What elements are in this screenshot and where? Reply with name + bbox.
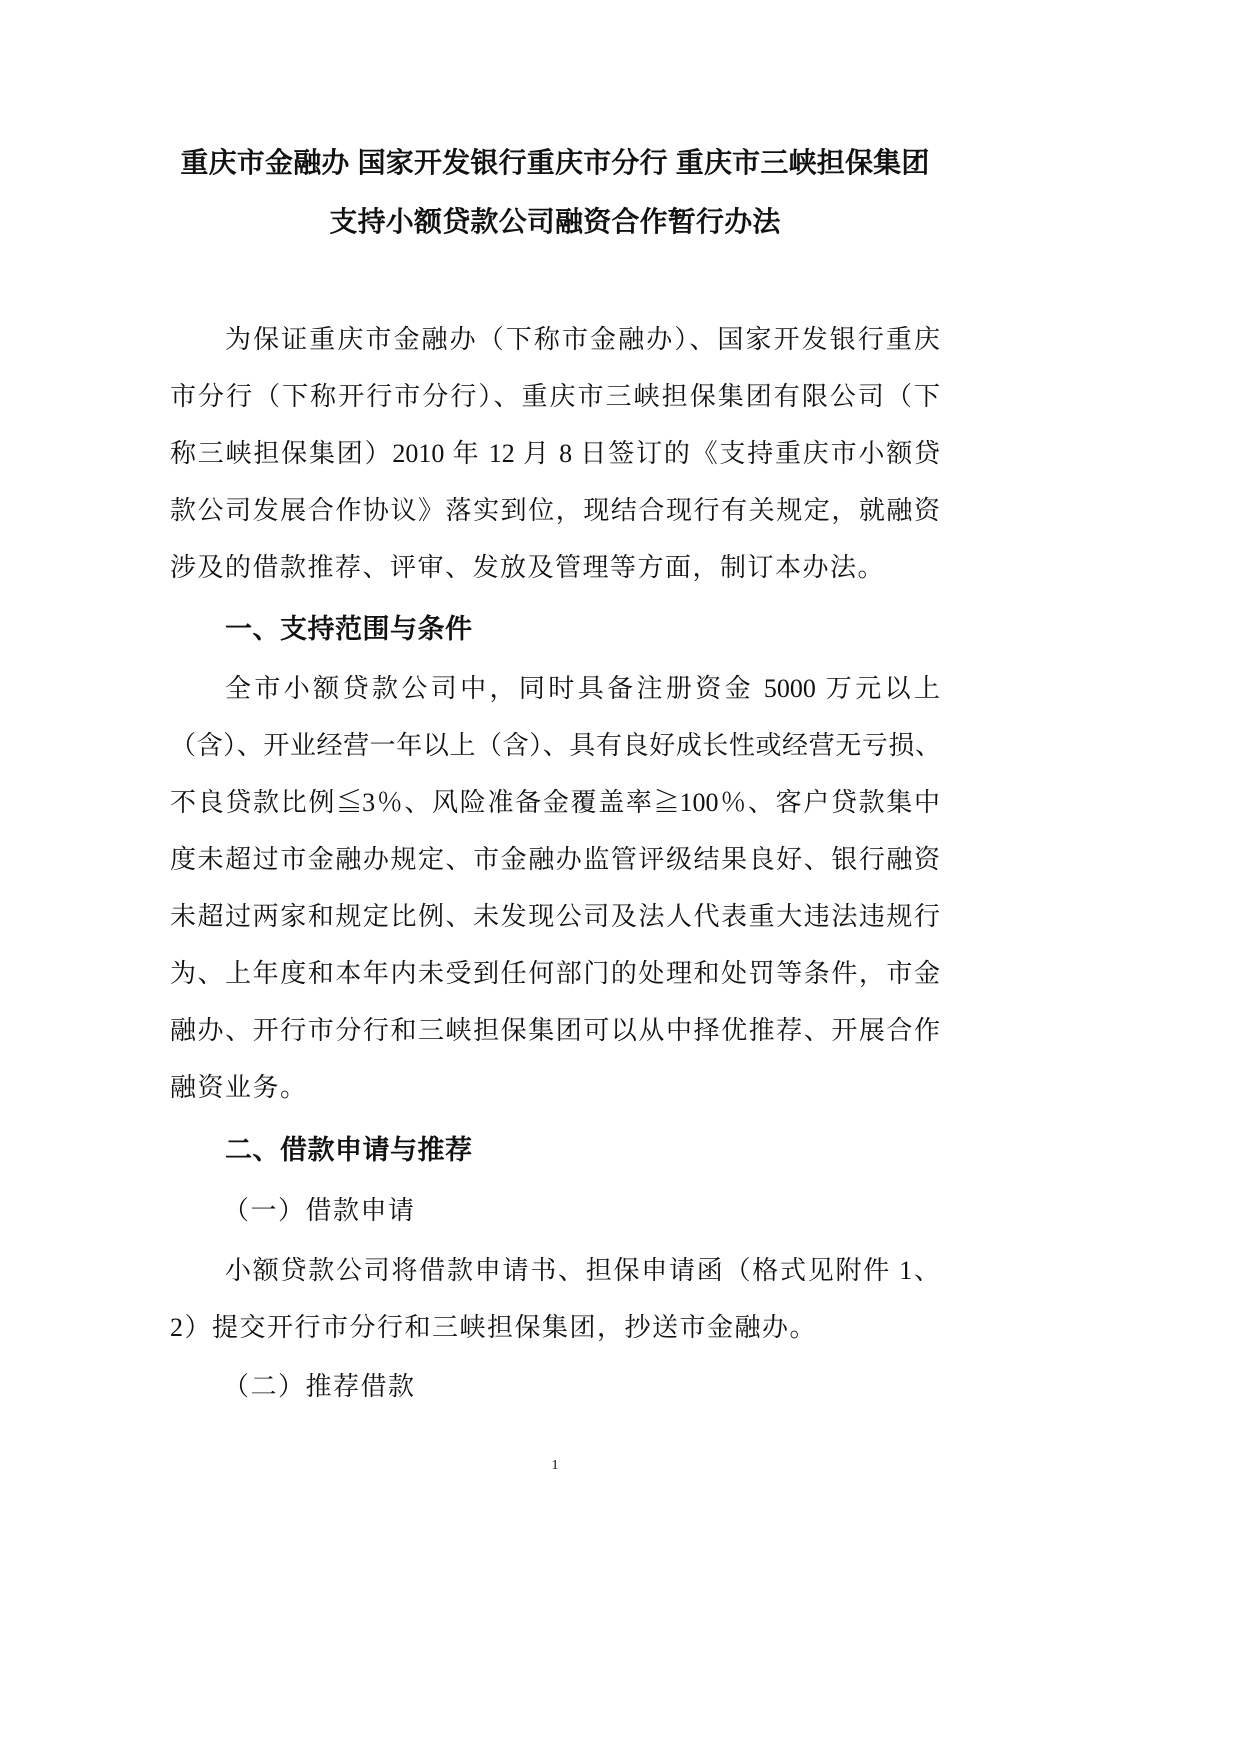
paragraph-line: 未超过两家和规定比例、未发现公司及法人代表重大违法违规行 [170,902,940,931]
paragraph-line: 为、上年度和本年内未受到任何部门的处理和处罚等条件，市金 [170,959,940,988]
paragraph-line: 涉及的借款推荐、评审、发放及管理等方面，制订本办法。 [170,553,886,582]
title-line: 重庆市金融办 国家开发银行重庆市分行 重庆市三峡担保集团 [180,147,930,178]
paragraph-line: 称三峡担保集团）2010 年 12 月 8 日签订的《支持重庆市小额贷 [170,439,940,468]
paragraph-line: 不良贷款比例≦3％、风险准备金覆盖率≧100％、客户贷款集中 [170,788,940,817]
section1-paragraph [170,660,940,1116]
paragraph-line: 度未超过市金融办规定、市金融办监管评级结果良好、银行融资 [170,845,940,874]
paragraph-line: 2）提交开行市分行和三峡担保集团，抄送市金融办。 [170,1313,818,1342]
page-number: 1 [551,1458,559,1473]
paragraph-line: 融资业务。 [170,1073,308,1102]
paragraph-line: 全市小额贷款公司中，同时具备注册资金 5000 万元以上 [225,674,940,703]
paragraph-line: 为保证重庆市金融办（下称市金融办）、国家开发银行重庆 [225,325,940,354]
subsection-heading: （二）推荐借款 [223,1372,416,1401]
subsection-heading: （一）借款申请 [223,1196,416,1225]
subsection-paragraph [170,1242,940,1356]
title-line: 支持小额贷款公司融资合作暂行办法 [329,206,781,237]
intro-paragraph [170,311,940,596]
paragraph-line: 款公司发展合作协议》落实到位，现结合现行有关规定，就融资 [170,496,940,525]
paragraph-line: 小额贷款公司将借款申请书、担保申请函（格式见附件 1、 [225,1256,940,1285]
paragraph-line: 市分行（下称开行市分行）、重庆市三峡担保集团有限公司（下 [170,382,940,411]
paragraph-line: （含）、开业经营一年以上（含）、具有良好成长性或经营无亏损、 [170,731,940,760]
paragraph-line: 融办、开行市分行和三峡担保集团可以从中择优推荐、开展合作 [170,1016,940,1045]
section-heading: 一、支持范围与条件 [225,614,473,644]
section-heading: 二、借款申请与推荐 [225,1135,473,1165]
document-title [170,133,940,251]
